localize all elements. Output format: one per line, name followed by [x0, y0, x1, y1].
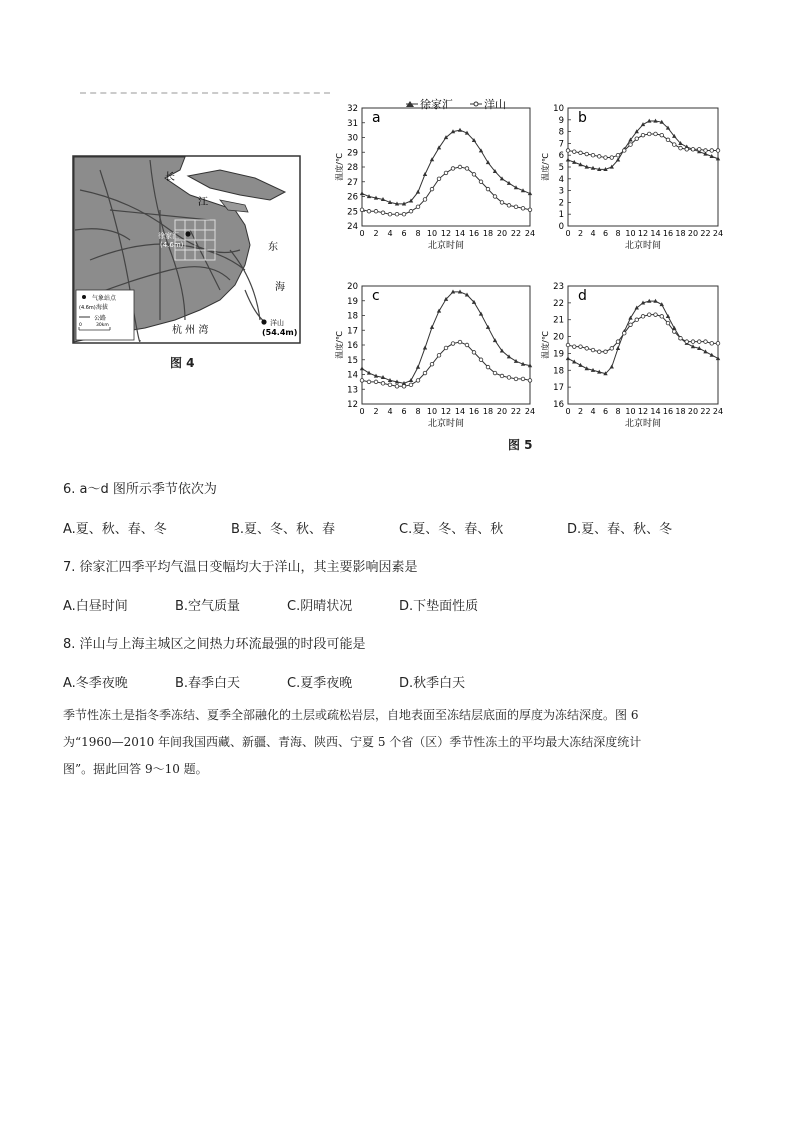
- x-tick-label: 14: [650, 229, 661, 238]
- data-point: [395, 212, 399, 216]
- data-point: [528, 208, 532, 212]
- panel-letter: d: [578, 288, 587, 304]
- data-point: [360, 208, 364, 212]
- y-tick-label: 22: [553, 298, 564, 309]
- figure-5-caption: 图 5: [508, 438, 533, 452]
- y-tick-label: 17: [347, 326, 358, 337]
- x-tick-label: 8: [615, 407, 621, 416]
- data-point: [458, 128, 462, 132]
- y-tick-label: 27: [347, 177, 358, 188]
- data-point: [444, 171, 448, 175]
- q7-option-a: A.白昼时间: [63, 599, 128, 614]
- data-point: [521, 377, 525, 381]
- data-point: [672, 143, 676, 147]
- y-tick-label: 14: [347, 370, 358, 381]
- data-point: [635, 137, 639, 141]
- x-tick-label: 18: [482, 407, 494, 416]
- data-point: [486, 187, 490, 191]
- data-point: [635, 318, 639, 322]
- data-point: [685, 340, 689, 344]
- data-point: [416, 190, 420, 194]
- figure-5: [322, 96, 732, 456]
- x-tick-label: 12: [637, 407, 649, 416]
- x-tick-label: 22: [510, 407, 522, 416]
- data-point: [388, 383, 392, 387]
- y-tick-label: 17: [553, 383, 564, 394]
- legend-station: 气象站点: [92, 295, 117, 302]
- x-tick-label: 24: [524, 407, 536, 416]
- x-tick-label: 2: [373, 229, 379, 238]
- y-tick-label: 5: [558, 163, 564, 173]
- x-tick-label: 12: [440, 229, 452, 238]
- x-tick-label: 6: [602, 229, 609, 238]
- x-tick-label: 20: [496, 229, 508, 238]
- x-tick-label: 8: [615, 229, 621, 238]
- y-tick-label: 10: [553, 104, 564, 114]
- data-point: [472, 351, 476, 355]
- data-point: [616, 340, 620, 344]
- data-point: [507, 204, 511, 208]
- y-tick-label: 19: [347, 296, 358, 307]
- figure-4-caption: 图 4: [170, 356, 195, 370]
- data-point: [691, 148, 695, 152]
- x-tick-label: 12: [637, 229, 649, 238]
- y-tick-label: 20: [553, 332, 564, 343]
- y-tick-label: 18: [347, 311, 358, 322]
- data-point: [493, 371, 497, 375]
- legend-elevation: 海拔: [96, 304, 109, 311]
- passage-line-3: 图”。据此回答 9～10 题。: [63, 762, 208, 776]
- data-point: [610, 156, 614, 160]
- x-tick-label: 8: [415, 407, 421, 416]
- data-point: [647, 132, 651, 136]
- data-point: [566, 343, 570, 347]
- y-tick-label: 6: [558, 151, 564, 162]
- x-tick-label: 6: [401, 407, 407, 416]
- data-point: [437, 177, 441, 181]
- panel-letter: b: [578, 110, 587, 126]
- q8-option-a: A.冬季夜晚: [63, 676, 128, 691]
- series-line-1: [568, 315, 718, 352]
- data-point: [654, 132, 658, 136]
- data-point: [465, 343, 469, 347]
- faded-header-line: [80, 92, 330, 100]
- x-tick-label: 0: [565, 407, 571, 416]
- x-tick-label: 2: [577, 407, 584, 416]
- data-point: [430, 362, 434, 366]
- data-point: [374, 209, 378, 213]
- chart-panel-d: [540, 282, 723, 429]
- data-point: [500, 201, 504, 205]
- y-tick-label: 20: [347, 282, 358, 292]
- data-point: [514, 377, 518, 381]
- x-tick-label: 24: [712, 229, 724, 238]
- y-tick-label: 29: [347, 148, 358, 159]
- panel-letter: a: [372, 110, 381, 126]
- x-tick-label: 20: [687, 229, 699, 238]
- data-point: [367, 380, 371, 384]
- data-point: [610, 365, 614, 369]
- y-tick-label: 31: [347, 118, 358, 129]
- series-line-0: [568, 301, 718, 373]
- data-point: [409, 209, 413, 213]
- data-point: [666, 138, 670, 142]
- q7-option-d: D.下垫面性质: [399, 599, 479, 614]
- q7-option-c: C.阴晴状况: [287, 599, 353, 614]
- map-label-hai: 海: [275, 282, 285, 293]
- data-point: [409, 378, 413, 382]
- x-tick-label: 6: [602, 407, 609, 416]
- data-point: [604, 350, 608, 354]
- y-tick-label: 18: [553, 366, 564, 377]
- map-label-jiang: 江: [198, 197, 208, 208]
- y-tick-label: 8: [558, 127, 564, 138]
- y-axis-label: 温度/℃: [335, 153, 344, 181]
- data-point: [444, 346, 448, 350]
- legend-series-0: 徐家汇: [420, 98, 453, 111]
- data-point: [388, 212, 392, 216]
- data-point: [716, 149, 720, 153]
- x-axis-label: 北京时间: [624, 241, 662, 251]
- data-point: [458, 340, 462, 344]
- map-label-yangshan-alt: (54.4m): [262, 328, 298, 337]
- y-tick-label: 16: [553, 400, 564, 410]
- x-tick-label: 8: [415, 229, 421, 238]
- y-tick-label: 30: [347, 133, 358, 144]
- y-tick-label: 13: [347, 385, 358, 396]
- data-point: [479, 180, 483, 184]
- question-8: 8. 洋山与上海主城区之间热力环流最强的时段可能是: [63, 637, 366, 652]
- q8-option-d: D.秋季白天: [399, 676, 466, 691]
- data-point: [423, 172, 427, 176]
- y-tick-label: 32: [347, 104, 358, 114]
- data-point: [660, 133, 664, 137]
- x-tick-label: 16: [662, 407, 674, 416]
- data-point: [579, 151, 583, 155]
- x-tick-label: 12: [440, 407, 452, 416]
- data-point: [679, 146, 683, 150]
- data-point: [591, 348, 595, 352]
- data-point: [514, 205, 518, 209]
- x-tick-label: 16: [468, 407, 480, 416]
- data-point: [381, 382, 385, 386]
- q6-option-b: B.夏、冬、秋、春: [231, 522, 336, 537]
- data-point: [451, 342, 455, 346]
- y-tick-label: 4: [558, 174, 564, 185]
- y-axis-label: 温度/℃: [541, 153, 550, 181]
- data-point: [437, 354, 441, 358]
- y-tick-label: 15: [347, 355, 358, 366]
- data-point: [486, 325, 490, 329]
- data-point: [672, 330, 676, 334]
- q6-option-a: A.夏、秋、春、冬: [63, 522, 167, 537]
- data-point: [629, 143, 633, 147]
- legend-series-1: 洋山: [484, 98, 506, 111]
- data-point: [493, 338, 497, 342]
- panel-frame: [362, 108, 530, 226]
- q8-option-b: B.春季白天: [175, 676, 241, 691]
- panel-frame: [362, 286, 530, 404]
- x-tick-label: 24: [524, 229, 536, 238]
- x-tick-label: 22: [700, 229, 711, 238]
- passage-line-1: 季节性冻土是指冬季冻结、夏季全部融化的土层或疏松岩层，自地表面至冻结层底面的厚度为冻结深度。图 6: [63, 708, 639, 722]
- x-axis-label: 北京时间: [427, 241, 465, 251]
- x-tick-label: 4: [387, 229, 393, 238]
- panel-letter: c: [372, 288, 380, 304]
- data-point: [710, 149, 714, 153]
- series-line-0: [568, 121, 718, 169]
- data-point: [610, 347, 614, 351]
- q6-option-d: D.夏、春、秋、冬: [567, 522, 673, 537]
- y-tick-label: 23: [553, 282, 564, 292]
- data-point: [416, 365, 420, 369]
- data-point: [458, 165, 462, 169]
- data-point: [423, 346, 427, 350]
- data-point: [566, 356, 570, 360]
- x-tick-label: 22: [510, 229, 522, 238]
- y-tick-label: 3: [558, 186, 564, 197]
- passage-line-2: 为“1960—2010 年间我国西藏、新疆、青海、陕西、宁夏 5 个省（区）季节性冻土的平均最大冻结深度统计: [63, 735, 642, 749]
- x-tick-label: 0: [359, 407, 365, 416]
- data-point: [479, 358, 483, 362]
- q6-option-c: C.夏、冬、春、秋: [399, 522, 504, 537]
- data-point: [685, 148, 689, 152]
- data-point: [597, 155, 601, 159]
- x-tick-label: 24: [712, 407, 724, 416]
- data-point: [566, 158, 570, 162]
- q8-option-c: C.夏季夜晚: [287, 676, 353, 691]
- data-point: [360, 191, 364, 195]
- data-point: [402, 385, 406, 389]
- data-point: [493, 195, 497, 199]
- data-point: [374, 380, 378, 384]
- y-tick-label: 2: [558, 198, 564, 209]
- x-axis-label: 北京时间: [624, 419, 662, 429]
- data-point: [654, 313, 658, 317]
- y-tick-label: 1: [558, 210, 564, 221]
- data-point: [472, 173, 476, 177]
- data-point: [500, 374, 504, 378]
- data-point: [416, 379, 420, 383]
- x-tick-label: 2: [577, 229, 584, 238]
- x-tick-label: 0: [359, 229, 365, 238]
- data-point: [704, 340, 708, 344]
- data-point: [647, 313, 651, 317]
- x-tick-label: 16: [468, 229, 480, 238]
- x-tick-label: 10: [625, 229, 636, 238]
- chart-panel-c: [334, 282, 535, 429]
- x-tick-label: 4: [387, 407, 393, 416]
- figure-5-charts: [322, 96, 732, 436]
- x-tick-label: 10: [625, 407, 636, 416]
- fig5-legend: [406, 97, 506, 111]
- question-7: 7. 徐家汇四季平均气温日变幅均大于洋山，其主要影响因素是: [63, 560, 418, 575]
- map-label-xujiahui: 徐家汇: [158, 232, 179, 240]
- x-tick-label: 18: [675, 407, 686, 416]
- data-point: [572, 345, 576, 349]
- data-point: [451, 167, 455, 171]
- x-tick-label: 6: [401, 229, 407, 238]
- data-point: [528, 379, 532, 383]
- x-tick-label: 10: [426, 407, 438, 416]
- data-point: [430, 325, 434, 329]
- xujiahui-station-marker: [185, 231, 190, 236]
- legend-elev-sample: (4.6m): [79, 305, 96, 311]
- data-point: [566, 149, 570, 153]
- data-point: [629, 323, 633, 327]
- data-point: [679, 336, 683, 340]
- data-point: [579, 345, 583, 349]
- data-point: [697, 340, 701, 344]
- y-tick-label: 16: [347, 341, 358, 351]
- map-label-xujiahui-alt: (4.6m): [160, 241, 184, 249]
- data-point: [409, 383, 413, 387]
- data-point: [402, 212, 406, 216]
- y-tick-label: 21: [553, 315, 564, 326]
- x-tick-label: 14: [454, 407, 466, 416]
- data-point: [572, 150, 576, 154]
- y-tick-label: 26: [347, 192, 358, 203]
- x-tick-label: 18: [482, 229, 494, 238]
- data-point: [666, 314, 670, 318]
- figure-4: [70, 150, 310, 380]
- data-point: [430, 187, 434, 191]
- series-line-0: [362, 292, 530, 383]
- data-point: [360, 366, 364, 370]
- yangshan-station-marker: [261, 319, 266, 324]
- data-point: [521, 207, 525, 211]
- data-point: [585, 347, 589, 351]
- data-point: [465, 167, 469, 171]
- data-point: [710, 342, 714, 346]
- map-label-dong: 东: [268, 242, 278, 253]
- q7-option-b: B.空气质量: [175, 599, 241, 614]
- data-point: [423, 371, 427, 375]
- x-tick-label: 14: [454, 229, 466, 238]
- y-tick-label: 0: [558, 222, 564, 232]
- shanghai-map: [70, 150, 310, 350]
- data-point: [395, 385, 399, 389]
- x-tick-label: 18: [675, 229, 686, 238]
- data-point: [691, 340, 695, 344]
- data-point: [360, 379, 364, 383]
- x-tick-label: 14: [650, 407, 661, 416]
- x-tick-label: 4: [590, 229, 596, 238]
- y-tick-label: 7: [558, 139, 564, 150]
- data-point: [704, 149, 708, 153]
- chart-panel-b: [540, 104, 723, 251]
- data-point: [381, 211, 385, 215]
- data-point: [486, 365, 490, 369]
- data-point: [416, 205, 420, 209]
- series-line-1: [568, 134, 718, 158]
- series-line-0: [362, 130, 530, 204]
- legend-scale: 30km: [96, 323, 109, 328]
- data-point: [585, 152, 589, 156]
- x-tick-label: 20: [496, 407, 508, 416]
- x-tick-label: 2: [373, 407, 379, 416]
- map-label-chang: 长: [165, 172, 175, 183]
- map-legend: [76, 290, 134, 340]
- data-point: [716, 342, 720, 346]
- data-point: [604, 156, 608, 160]
- data-point: [616, 346, 620, 350]
- x-tick-label: 4: [590, 407, 596, 416]
- svg-text:0: 0: [79, 323, 82, 328]
- data-point: [423, 198, 427, 202]
- data-point: [367, 209, 371, 213]
- y-tick-label: 25: [347, 207, 358, 218]
- y-axis-label: 温度/℃: [541, 331, 550, 359]
- legend-road: 公路: [94, 315, 107, 322]
- data-point: [641, 133, 645, 137]
- data-point: [622, 149, 626, 153]
- y-tick-label: 9: [558, 115, 564, 126]
- x-tick-label: 22: [700, 407, 711, 416]
- y-tick-label: 12: [347, 400, 358, 410]
- data-point: [597, 350, 601, 354]
- x-tick-label: 20: [687, 407, 699, 416]
- y-axis-label: 温度/℃: [335, 331, 344, 359]
- y-tick-label: 19: [553, 349, 564, 360]
- data-point: [697, 148, 701, 152]
- data-point: [641, 315, 645, 319]
- x-axis-label: 北京时间: [427, 419, 465, 429]
- data-point: [666, 321, 670, 325]
- y-tick-label: 24: [347, 222, 358, 232]
- passage-intro: [63, 702, 743, 783]
- question-6: 6. a～d 图所示季节依次为: [63, 482, 217, 497]
- data-point: [660, 315, 664, 319]
- x-tick-label: 10: [426, 229, 438, 238]
- x-tick-label: 16: [662, 229, 674, 238]
- x-tick-label: 0: [565, 229, 571, 238]
- map-label-yangshan: 洋山: [270, 319, 284, 327]
- data-point: [591, 153, 595, 157]
- chart-panel-a: [334, 104, 535, 251]
- data-point: [622, 331, 626, 335]
- data-point: [507, 376, 511, 380]
- map-label-hangzhouwan: 杭 州 湾: [172, 325, 209, 336]
- data-point: [616, 153, 620, 157]
- y-tick-label: 28: [347, 163, 358, 173]
